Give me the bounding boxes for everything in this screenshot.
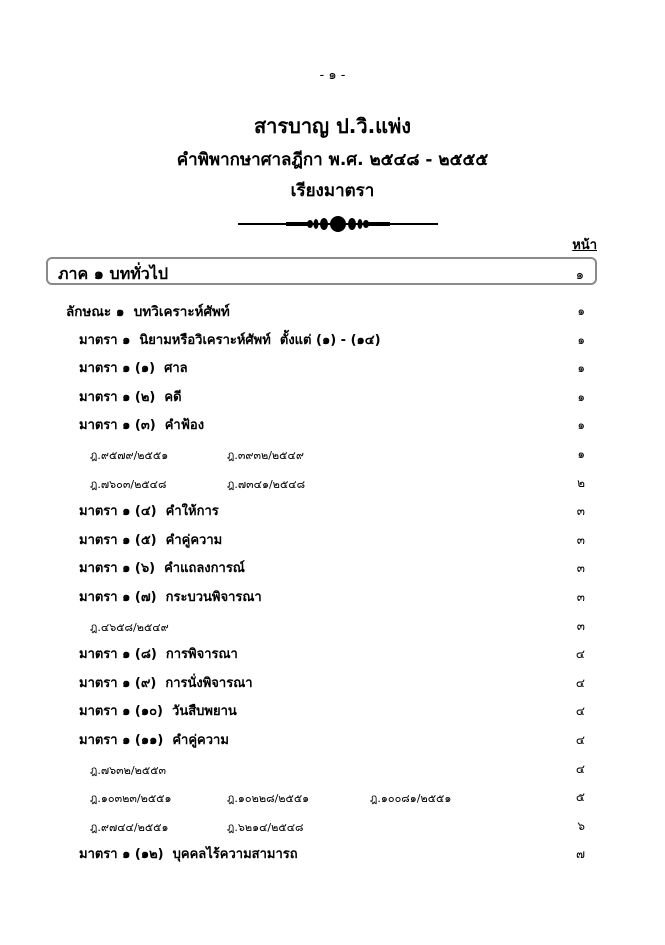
toc-row-section[interactable] xyxy=(0,381,665,410)
toc-row-cases xyxy=(0,438,665,467)
case-reference[interactable]: ฎ.๑๐๓๒๓/๒๕๕๑ xyxy=(90,792,172,806)
toc-row-section[interactable] xyxy=(0,352,665,381)
toc-row-section[interactable] xyxy=(0,838,665,867)
toc-entry-page: ๔ xyxy=(575,732,585,747)
case-reference[interactable]: ฎ.๙๗๔๔/๒๕๕๑ xyxy=(90,820,169,834)
case-list xyxy=(90,761,227,779)
document-title: สารบาญ ป.วิ.แพ่ง xyxy=(253,114,412,138)
case-reference[interactable]: ฎ.๓๙๓๒/๒๕๔๙ xyxy=(227,448,304,462)
toc-row-section[interactable] xyxy=(0,409,665,438)
case-list xyxy=(90,818,370,836)
toc-row-cases xyxy=(0,753,665,782)
toc-entry-label: มาตรา ๑ (๘) การพิจารณา xyxy=(79,647,238,663)
case-reference[interactable]: ฎ.๔๖๕๘/๒๕๔๙ xyxy=(90,620,169,634)
toc-row-section[interactable] xyxy=(0,724,665,753)
toc-entry-label: มาตรา ๑ (๒) คดี xyxy=(79,389,182,405)
document-subtitle-arrangement: เรียงมาตรา xyxy=(290,181,375,201)
toc-entry-label: มาตรา ๑ (๑) ศาล xyxy=(79,361,188,377)
page-number: - ๑ - xyxy=(319,68,346,83)
toc-entry-page: ๓ xyxy=(576,618,585,633)
toc-entry-page: ๓ xyxy=(576,589,585,604)
case-list xyxy=(90,618,227,636)
toc-row-cases xyxy=(0,781,665,810)
toc-row-section[interactable] xyxy=(0,638,665,667)
toc-row-cases xyxy=(0,610,665,639)
toc-entry-page: ๗ xyxy=(575,847,585,862)
toc-row-section[interactable] xyxy=(0,324,665,353)
toc-row-section[interactable] xyxy=(0,495,665,524)
toc-entry-label: มาตรา ๑ (๔) คำให้การ xyxy=(79,504,219,520)
toc-entry-page: ๓ xyxy=(576,504,585,519)
toc-entry-label: มาตรา ๑ (๓) คำฟ้อง xyxy=(79,418,205,434)
page-column-header: หน้า xyxy=(572,238,597,253)
toc-entry-label: มาตรา ๑ (๕) คำคู่ความ xyxy=(79,532,223,548)
toc-row-section[interactable] xyxy=(0,552,665,581)
part-title: ภาค ๑ บททั่วไป xyxy=(58,264,168,283)
toc-part-heading[interactable] xyxy=(46,257,597,285)
toc-entry-label: มาตรา ๑ (๖) คำแถลงการณ์ xyxy=(79,561,245,577)
toc-entry-page: ๑ xyxy=(577,304,585,318)
toc-row-section[interactable] xyxy=(0,581,665,610)
case-reference[interactable]: ฎ.๗๖๐๓/๒๕๔๘ xyxy=(90,477,167,491)
case-reference[interactable]: ฎ.๙๕๗๙/๒๕๕๑ xyxy=(90,448,169,462)
decorative-divider-icon xyxy=(238,212,438,236)
toc-entry-label: มาตรา ๑ (๑๑) คำคู่ความ xyxy=(79,732,229,748)
toc-row-chapter[interactable] xyxy=(0,295,665,324)
toc-entry-page: ๔ xyxy=(575,647,585,662)
case-reference[interactable]: ฎ.๗๓๔๑/๒๕๔๘ xyxy=(227,477,306,491)
toc-entry-label: มาตรา ๑ (๑๐) วันสืบพยาน xyxy=(79,704,237,720)
toc-entry-page: ๓ xyxy=(576,532,585,547)
case-list xyxy=(90,446,370,464)
toc-entry-page: ๔ xyxy=(575,704,585,719)
case-reference[interactable]: ฎ.๖๒๑๔/๒๕๔๘ xyxy=(227,820,304,834)
part-page-number: ๑ xyxy=(575,268,584,283)
toc-entry-page: ๑ xyxy=(577,361,585,376)
table-of-contents xyxy=(0,295,665,867)
toc-entry-label: มาตรา ๑ (๑๒) บุคคลไร้ความสามารถ xyxy=(79,847,298,863)
toc-entry-label: ลักษณะ ๑ บทวิเคราะห์ศัพท์ xyxy=(66,304,230,320)
toc-entry-page: ๖ xyxy=(577,818,585,833)
toc-row-cases xyxy=(0,810,665,839)
toc-entry-page: ๒ xyxy=(577,475,585,490)
toc-entry-page: ๑ xyxy=(577,389,585,404)
toc-entry-label: มาตรา ๑ (๗) กระบวนพิจารณา xyxy=(79,589,262,605)
toc-entry-page: ๔ xyxy=(575,761,585,776)
toc-row-section[interactable] xyxy=(0,524,665,553)
toc-row-section[interactable] xyxy=(0,667,665,696)
toc-entry-page: ๔ xyxy=(575,675,585,690)
case-reference[interactable]: ฎ.๗๖๓๒/๒๕๕๓ xyxy=(90,763,167,777)
toc-entry-page: ๑ xyxy=(577,446,585,461)
case-list xyxy=(90,475,370,493)
toc-entry-page: ๕ xyxy=(575,790,585,805)
toc-row-cases xyxy=(0,467,665,496)
toc-entry-label: มาตรา ๑ นิยามหรือวิเคราะห์ศัพท์ ตั้งแต่ (๑) - (๑๔) xyxy=(79,332,381,348)
toc-entry-page: ๑ xyxy=(577,332,585,347)
toc-row-section[interactable] xyxy=(0,695,665,724)
toc-entry-page: ๑ xyxy=(577,418,585,433)
toc-entry-page: ๓ xyxy=(576,561,585,576)
document-subtitle: คำพิพากษาศาลฎีกา พ.ศ. ๒๕๔๘ - ๒๕๕๕ xyxy=(176,150,489,170)
case-reference[interactable]: ฎ.๑๐๐๘๑/๒๕๕๑ xyxy=(370,792,452,806)
case-reference[interactable]: ฎ.๑๐๒๒๘/๒๕๕๑ xyxy=(227,792,310,806)
toc-entry-label: มาตรา ๑ (๙) การนั่งพิจารณา xyxy=(79,675,253,691)
case-list xyxy=(90,789,510,807)
